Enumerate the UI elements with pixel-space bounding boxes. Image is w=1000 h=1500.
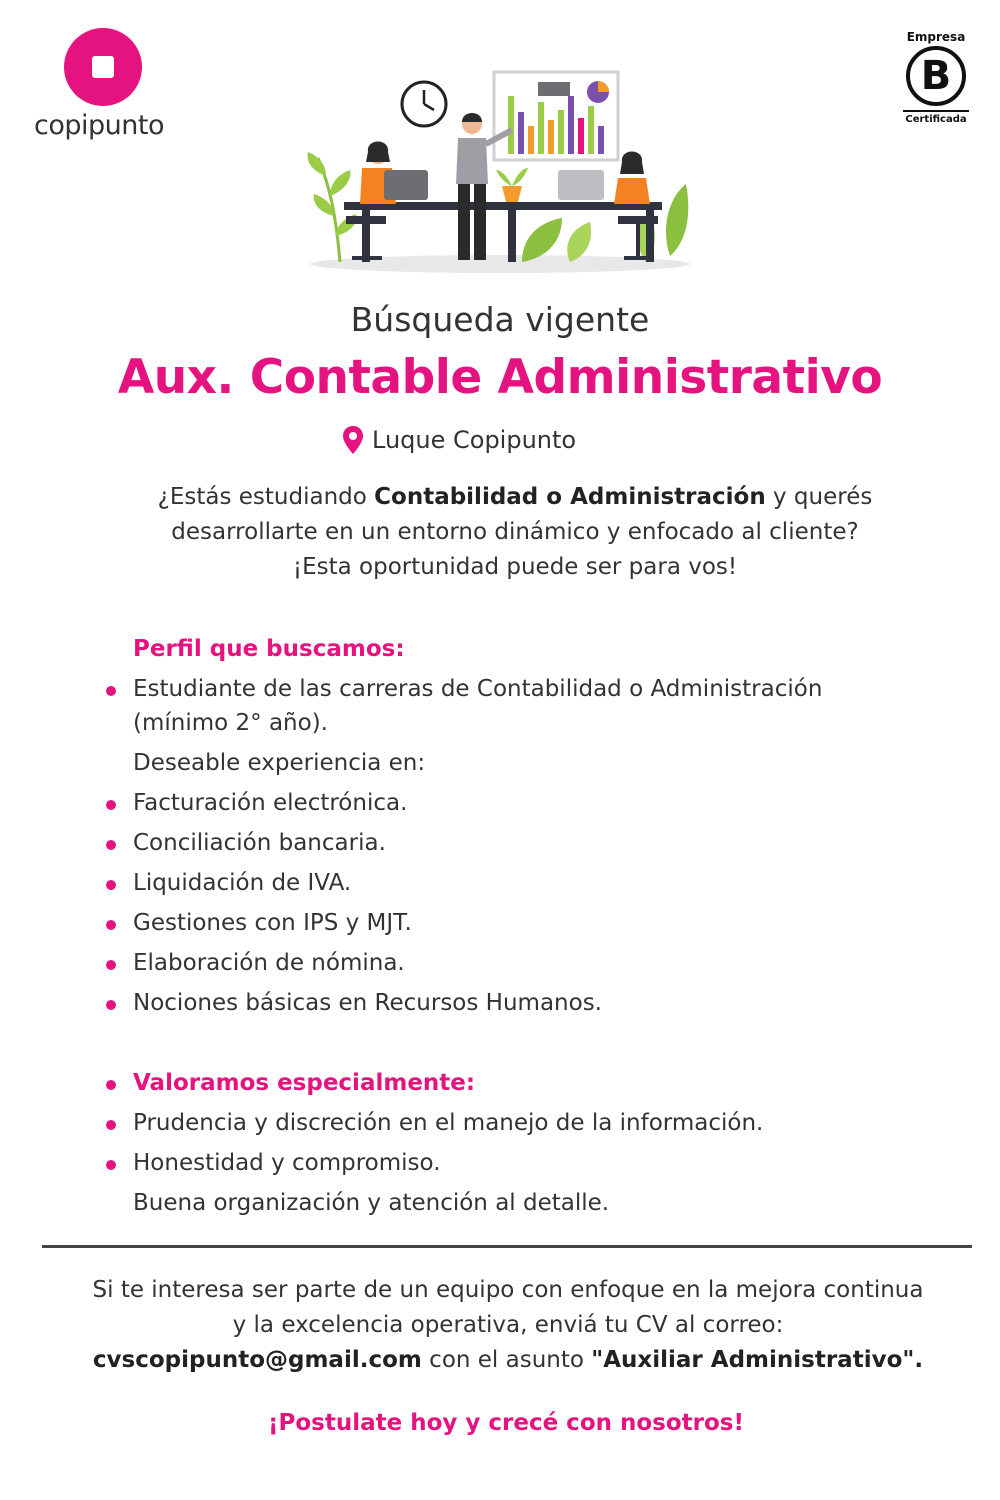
location-text: Luque Copipunto [372, 426, 577, 454]
map-pin-icon [342, 425, 364, 455]
valoramos-section-title: Valoramos especialmente: [133, 1070, 476, 1096]
search-status-subtitle: Búsqueda vigente [350, 300, 650, 339]
perfil-item: (mínimo 2° año). [133, 710, 328, 736]
perfil-section-title: Perfil que buscamos: [133, 636, 405, 662]
logo-square-icon [92, 56, 114, 78]
desk-plant-icon [496, 168, 528, 202]
intro-line-1-start: ¿Estás estudiando [157, 484, 375, 510]
email-subject: "Auxiliar Administrativo". [591, 1347, 924, 1373]
intro-line-1 [0, 480, 1000, 515]
bullet-icon [106, 920, 116, 930]
logo-text: copipunto [34, 110, 164, 141]
presentation-board-icon [494, 72, 618, 160]
laptop-left-icon [384, 170, 428, 200]
perfil-item: Conciliación bancaria. [133, 830, 386, 856]
job-title: Aux. Contable Administrativo [117, 350, 883, 405]
bullet-icon [106, 686, 116, 696]
intro-line-3: ¡Esta oportunidad puede ser para vos! [292, 554, 738, 580]
section-divider [42, 1245, 972, 1248]
intro-paragraph [0, 480, 1000, 585]
valoramos-item: Prudencia y discreción en el manejo de la información. [133, 1110, 764, 1136]
bcorp-top-label: Empresa [906, 30, 966, 44]
intro-line-2: desarrollarte en un entorno dinámico y enfocado al cliente? [171, 519, 859, 545]
perfil-item: Deseable experiencia en: [133, 750, 426, 776]
footer-line-2: y la excelencia operativa, enviá tu CV al correo: [232, 1312, 784, 1338]
perfil-item: Elaboración de nómina. [133, 950, 405, 976]
bcorp-b-icon: B [906, 46, 966, 106]
clock-icon [402, 82, 446, 126]
bullet-icon [106, 1000, 116, 1010]
valoramos-item: Honestidad y compromiso. [133, 1150, 441, 1176]
copipunto-logo [34, 28, 174, 148]
laptop-right-icon [558, 170, 604, 200]
perfil-item: Liquidación de IVA. [133, 870, 352, 896]
bullet-icon [106, 1160, 116, 1170]
intro-line-1-end: y querés [765, 484, 873, 510]
bullet-icon [106, 1080, 116, 1090]
intro-line-1-bold: Contabilidad o Administración [374, 484, 766, 510]
perfil-item: Facturación electrónica. [133, 790, 408, 816]
bcorp-divider [903, 110, 969, 112]
bullet-icon [106, 880, 116, 890]
footer-paragraph [0, 1273, 1000, 1378]
valoramos-item: Buena organización y atención al detalle. [133, 1190, 610, 1216]
bullet-icon [106, 840, 116, 850]
bullet-icon [106, 800, 116, 810]
perfil-item: Gestiones con IPS y MJT. [133, 910, 412, 936]
bcorp-badge [896, 30, 976, 142]
footer-line-1: Si te interesa ser parte de un equipo con enfoque en la mejora continua [92, 1277, 924, 1303]
job-location [342, 425, 576, 455]
footer-line-3 [0, 1343, 1000, 1378]
logo-circle-icon [64, 28, 142, 106]
footer-subject-lead: con el asunto [421, 1347, 592, 1373]
bullet-icon [106, 1120, 116, 1130]
perfil-item: Estudiante de las carreras de Contabilidad o Administración [133, 676, 823, 702]
bullet-icon [106, 960, 116, 970]
person-left-icon [346, 142, 428, 259]
contact-email-link[interactable]: cvscopipunto@gmail.com [92, 1347, 422, 1373]
bcorp-bottom-label: Certificada [905, 114, 967, 125]
office-team-illustration [300, 66, 700, 278]
call-to-action: ¡Postulate hoy y crecé con nosotros! [267, 1410, 744, 1436]
perfil-item: Nociones básicas en Recursos Humanos. [133, 990, 602, 1016]
